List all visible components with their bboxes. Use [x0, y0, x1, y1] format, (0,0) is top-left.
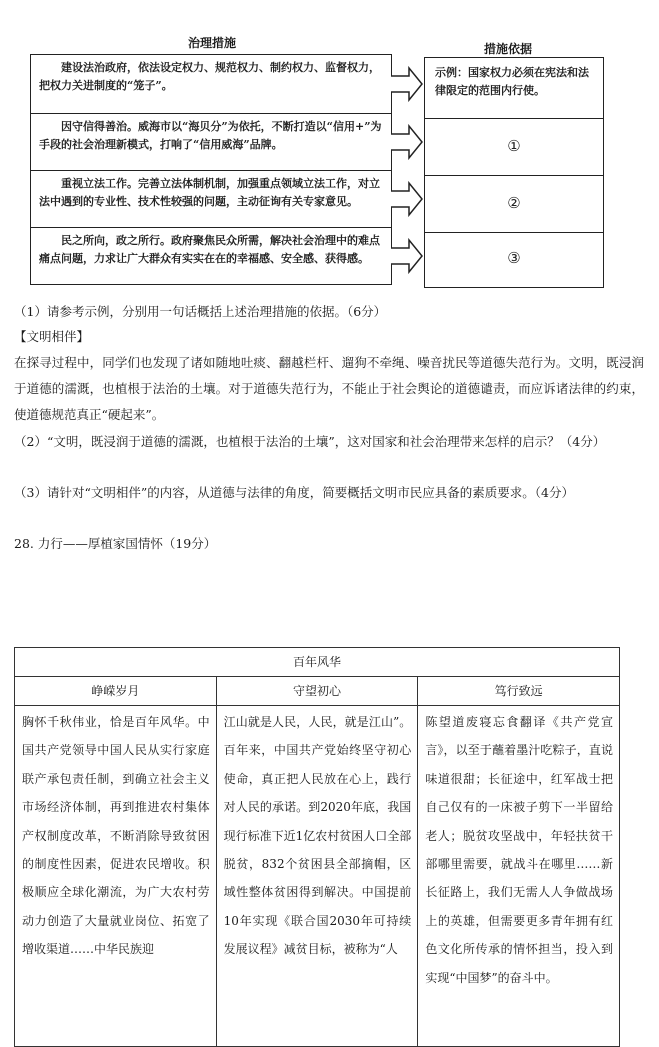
measure-box-4	[30, 227, 392, 285]
column-header: 笃行致远	[418, 677, 620, 706]
column-header: 守望初心	[216, 677, 418, 706]
table-cell: 胸怀千秋伟业，恰是百年风华。中国共产党领导中国人民从实行家庭联产承包责任制，到确立社会主义市场经济体制，再到推进农村集体产权制度改革，不断消除导致贫困的制度性因素，促进农民增收。积极顺应全球化潮流，为广大农村劳动力创造了大量就业岗位、拓宽了增收渠道……中华民族迎	[15, 706, 217, 1047]
question-3: （3）请针对“文明相伴”的内容，从道德与法律的角度，简要概括文明市民应具备的素质要求。（4分）	[14, 485, 574, 500]
arrow-right-icon	[391, 238, 423, 274]
section-text: 在探寻过程中，同学们也发现了诸如随地吐痰、翻越栏杆、遛狗不牵绳、噪音扰民等道德失范行为。文明，既浸润于道德的濡溉，也植根于法治的土壤。对于道德失范行为，不能止于社会舆论的道德谴责，而应诉诸法律的约束，使道德规范真正“硬起来”。	[14, 355, 644, 422]
measure-text-1: 建设法治政府，依法设定权力、规范权力、制约权力、监督权力，把权力关进制度的“笼子”。	[39, 61, 380, 92]
basis-example-text: 示例：国家权力必须在宪法和法律限定的范围内行使。	[435, 66, 589, 97]
basis-cell-3	[424, 232, 604, 288]
basis-cell-example	[424, 57, 604, 119]
measure-text-3: 重视立法工作。完善立法体制机制，加强重点领域立法工作，对立法中遇到的专业性、技术性较强的问题，主动征询有关专家意见。	[39, 177, 380, 208]
measure-text-2: 因守信得善治。威海市以“海贝分”为依托，不断打造以“信用+”为手段的社会治理新模式，打响了“信用威海”品牌。	[39, 120, 382, 151]
basis-cell-1	[424, 118, 604, 176]
section-title: 【文明相伴】	[14, 329, 90, 344]
question-2: （2）“文明，既浸润于道德的濡溉，也植根于法治的土壤”，这对国家和社会治理带来怎样的启示？（4分）	[14, 434, 606, 449]
question-1: （1）请参考示例，分别用一句话概括上述治理措施的依据。（6分）	[14, 304, 387, 319]
table-cell: 陈望道废寝忘食翻译《共产党宣言》，以至于蘸着墨汁吃粽子，直说味道很甜；长征途中，红军战士把自己仅有的一床被子剪下一半留给老人；脱贫攻坚战中，年轻扶贫干部哪里需要，就战斗在哪里……新长征路上，我们无需人人争做战场上的英雄，但需要更多青年拥有红色文化所传承的情怀担当，投入到实现“中国梦”的奋斗中。	[418, 706, 620, 1047]
measure-text-4: 民之所向，政之所行。政府聚焦民众所需，解决社会治理中的难点痛点问题，力求让广大群众有实实在在的幸福感、安全感、获得感。	[39, 234, 380, 265]
question-28: 28. 力行——厚植家国情怀（19分）	[14, 536, 217, 551]
basis-blank-2: ②	[507, 194, 521, 212]
basis-header: 措施依据	[484, 42, 533, 56]
arrow-right-icon	[391, 124, 423, 160]
arrow-right-icon	[391, 66, 423, 102]
table-title: 百年风华	[15, 648, 620, 677]
column-header: 峥嵘岁月	[15, 677, 217, 706]
measure-box-3	[30, 170, 392, 228]
table-cell: 江山就是人民，人民，就是江山”。百年来，中国共产党始终坚守初心使命，真正把人民放在心上，践行对人民的承诺。到2020年底，我国现行标准下近1亿农村贫困人口全部脱贫，832个贫困县全部摘帽，区域性整体贫困得到解决。中国提前10年实现《联合国2030年可持续发展议程》减贫目标，被称为“人	[216, 706, 418, 1047]
basis-blank-1: ①	[507, 137, 521, 155]
measure-box-2	[30, 113, 392, 171]
measure-box-1	[30, 54, 392, 114]
history-table	[14, 647, 620, 1047]
basis-cell-2	[424, 175, 604, 233]
basis-blank-3: ③	[507, 249, 521, 267]
arrow-right-icon	[391, 181, 423, 217]
measures-header: 治理措施	[188, 36, 237, 50]
table-row	[15, 706, 620, 1047]
